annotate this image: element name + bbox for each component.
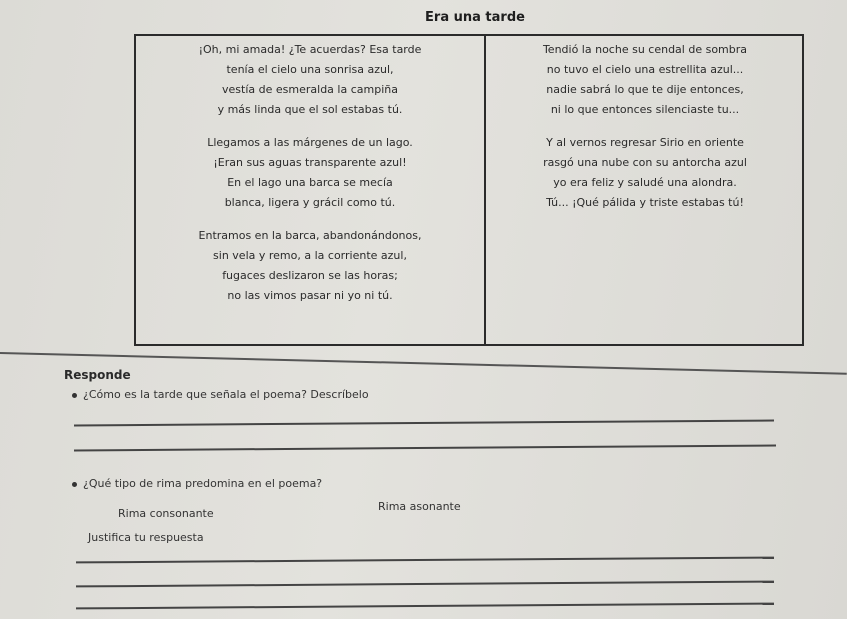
answer-line-1[interactable] [74, 420, 774, 426]
answer-line-4[interactable] [76, 581, 774, 587]
answer-line-5[interactable] [76, 603, 774, 609]
option-rima-consonante[interactable]: Rima consonante [118, 507, 214, 520]
stanza-5 [490, 133, 800, 213]
verse: Entramos en la barca, abandonándonos, [198, 229, 422, 242]
verse: Tú... ¡Qué pálida y triste estabas tú! [546, 196, 744, 209]
verse: no tuvo el cielo una estrellita azul... [546, 63, 744, 76]
stanza-4 [490, 40, 800, 120]
verse: ¡Eran sus aguas transparente azul! [213, 156, 407, 169]
justify-label: Justifica tu respuesta [88, 531, 204, 544]
verse: Llegamos a las márgenes de un lago. [207, 136, 413, 149]
verse: Tendió la noche su cendal de sombra [542, 43, 748, 56]
verse: Y al vernos regresar Sirio en oriente [546, 136, 744, 149]
verse: sin vela y remo, a la corriente azul, [213, 249, 407, 262]
section-heading: Responde [64, 368, 131, 382]
verse: En el lago una barca se mecía [227, 176, 393, 189]
stanza-1 [140, 40, 480, 120]
verse: nadie sabrá lo que te dije entonces, [546, 83, 744, 96]
answer-line-2[interactable] [74, 445, 776, 451]
question-2 [72, 477, 322, 490]
poem-right-column [490, 40, 800, 226]
poem-title: Era una tarde [425, 10, 525, 25]
verse: vestía de esmeralda la campiña [222, 83, 398, 96]
question-1-text: ¿Cómo es la tarde que señala el poema? Descríbelo [83, 388, 369, 401]
bullet-icon [72, 482, 77, 487]
verse: yo era feliz y saludé una alondra. [553, 176, 737, 189]
question-1 [72, 388, 369, 401]
bullet-icon [72, 393, 77, 398]
verse: tenía el cielo una sonrisa azul, [226, 63, 394, 76]
verse: rasgó una nube con su antorcha azul [543, 156, 747, 169]
question-2-text: ¿Qué tipo de rima predomina en el poema? [83, 477, 323, 490]
verse: blanca, ligera y grácil como tú. [224, 196, 396, 209]
answer-line-3[interactable] [76, 557, 774, 563]
verse: ni lo que entonces silenciaste tu... [550, 103, 740, 116]
poem-left-column [140, 40, 480, 319]
stanza-3 [140, 226, 480, 306]
column-divider [484, 34, 486, 346]
verse: fugaces deslizaron se las horas; [222, 269, 398, 282]
verse: no las vimos pasar ni yo ni tú. [227, 289, 393, 302]
verse: ¡Oh, mi amada! ¿Te acuerdas? Esa tarde [198, 43, 422, 56]
verse: y más linda que el sol estabas tú. [217, 103, 403, 116]
stanza-2 [140, 133, 480, 213]
option-rima-asonante[interactable]: Rima asonante [378, 500, 461, 513]
